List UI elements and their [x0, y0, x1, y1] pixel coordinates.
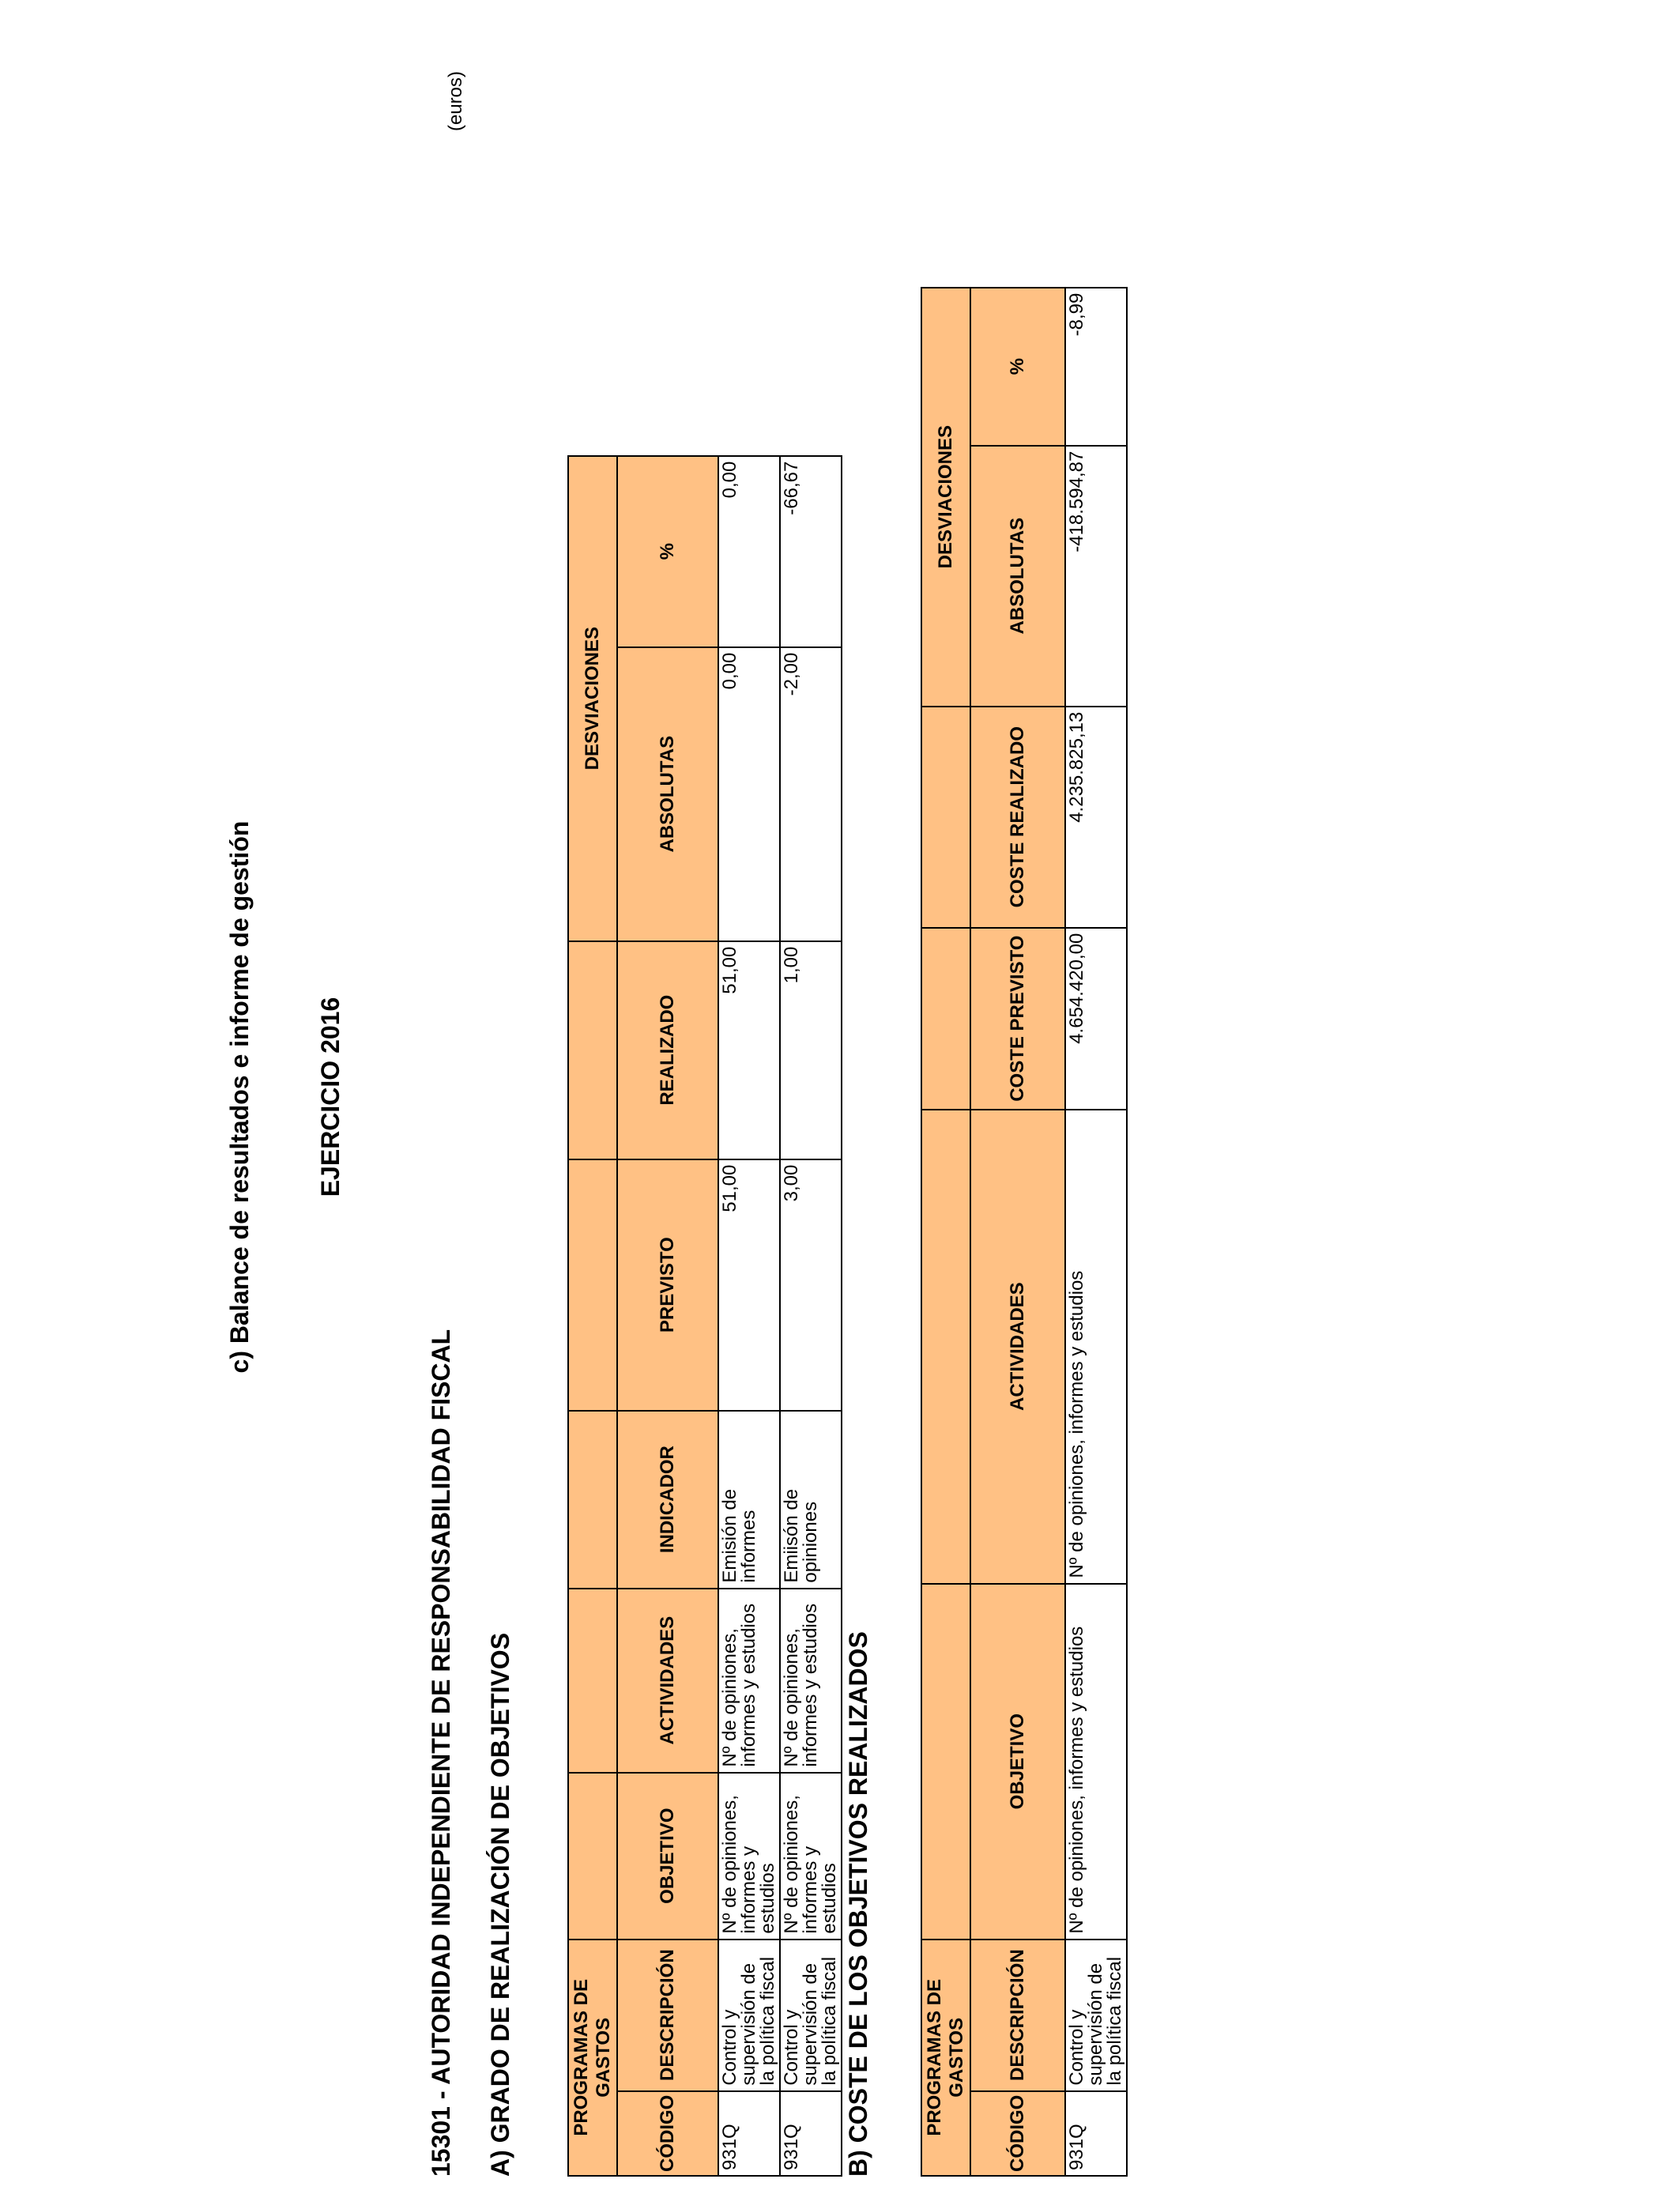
cell-codigo: 931Q [718, 2091, 780, 2176]
entity-heading: 15301 - AUTORIDAD INDEPENDIENTE DE RESPONSABILIDAD FISCAL [427, 1329, 455, 2177]
cell-absolutas: 0,00 [718, 647, 780, 941]
column-header-objetivo: OBJETIVO [617, 1773, 718, 1940]
cell-realizado: 1,00 [780, 941, 842, 1159]
group-header-blank [921, 1584, 970, 1940]
cell-actividades: Nº de opiniones, informes y estudios [780, 1589, 842, 1773]
column-header-codigo: CÓDIGO [617, 2091, 718, 2176]
cell-actividades: Nº de opiniones, informes y estudios [1065, 1110, 1127, 1584]
group-header-blank [921, 1110, 970, 1584]
cell-codigo: 931Q [780, 2091, 842, 2176]
cell-coste-realizado: 4.235.825,13 [1065, 707, 1127, 928]
column-header-coste-realizado: COSTE REALIZADO [970, 707, 1065, 928]
column-header-actividades: ACTIVIDADES [617, 1589, 718, 1773]
group-header-blank [568, 1589, 617, 1773]
cell-realizado: 51,00 [718, 941, 780, 1159]
column-header-objetivo: OBJETIVO [970, 1584, 1065, 1940]
group-header-blank [568, 1411, 617, 1589]
cell-porcentaje: 0,00 [718, 456, 780, 647]
objectives-table [567, 455, 842, 2177]
column-header-absolutas: ABSOLUTAS [970, 446, 1065, 707]
cell-previsto: 51,00 [718, 1159, 780, 1411]
cell-absolutas: -418.594,87 [1065, 446, 1127, 707]
cell-previsto: 3,00 [780, 1159, 842, 1411]
cell-porcentaje: -66,67 [780, 456, 842, 647]
group-header-blank [568, 941, 617, 1159]
group-header-desviaciones: DESVIACIONES [568, 456, 617, 941]
cell-absolutas: -2,00 [780, 647, 842, 941]
column-header-porcentaje: % [970, 288, 1065, 446]
cell-indicador: Emiisón de opiniones [780, 1411, 842, 1589]
cell-porcentaje: -8,99 [1065, 288, 1127, 446]
column-header-descripcion: DESCRIPCIÓN [617, 1940, 718, 2091]
column-header-previsto: PREVISTO [617, 1159, 718, 1411]
costs-table [921, 287, 1128, 2177]
column-header-absolutas: ABSOLUTAS [617, 647, 718, 941]
cell-descripcion: Control y supervisión de la política fiscal [1065, 1940, 1127, 2091]
column-header-actividades: ACTIVIDADES [970, 1110, 1065, 1584]
cell-objetivo: Nº de opiniones, informes y estudios [780, 1773, 842, 1940]
table-row [718, 456, 780, 2176]
cell-descripcion: Control y supervisión de la política fiscal [718, 1940, 780, 2091]
column-header-porcentaje: % [617, 456, 718, 647]
cell-objetivo: Nº de opiniones, informes y estudios [1065, 1584, 1127, 1940]
column-header-indicador: INDICADOR [617, 1411, 718, 1589]
group-header-blank [921, 707, 970, 928]
table-row [780, 456, 842, 2176]
group-header-blank [921, 928, 970, 1110]
column-header-codigo: CÓDIGO [970, 2091, 1065, 2176]
column-header-descripcion: DESCRIPCIÓN [970, 1940, 1065, 2091]
cell-indicador: Emisión de informes [718, 1411, 780, 1589]
fiscal-year-heading: EJERCICIO 2016 [316, 997, 345, 1197]
section-b-title: B) COSTE DE LOS OBJETIVOS REALIZADOS [844, 1631, 872, 2177]
cell-descripcion: Control y supervisión de la política fiscal [780, 1940, 842, 2091]
cell-coste-previsto: 4.654.420,00 [1065, 928, 1127, 1110]
section-a-title: A) GRADO DE REALIZACIÓN DE OBJETIVOS [486, 1632, 514, 2177]
document-title: c) Balance de resultados e informe de gestión [225, 820, 254, 1374]
cell-objetivo: Nº de opiniones, informes y estudios [718, 1773, 780, 1940]
group-header-desviaciones: DESVIACIONES [921, 288, 970, 707]
table-row [1065, 288, 1127, 2176]
column-header-realizado: REALIZADO [617, 941, 718, 1159]
currency-units: (euros) [445, 70, 466, 131]
cell-codigo: 931Q [1065, 2091, 1127, 2176]
group-header-blank [568, 1773, 617, 1940]
cell-actividades: Nº de opiniones, informes y estudios [718, 1589, 780, 1773]
column-header-coste-previsto: COSTE PREVISTO [970, 928, 1065, 1110]
group-header-programas: PROGRAMAS DE GASTOS [568, 1940, 617, 2176]
group-header-programas: PROGRAMAS DE GASTOS [921, 1940, 970, 2176]
group-header-blank [568, 1159, 617, 1411]
